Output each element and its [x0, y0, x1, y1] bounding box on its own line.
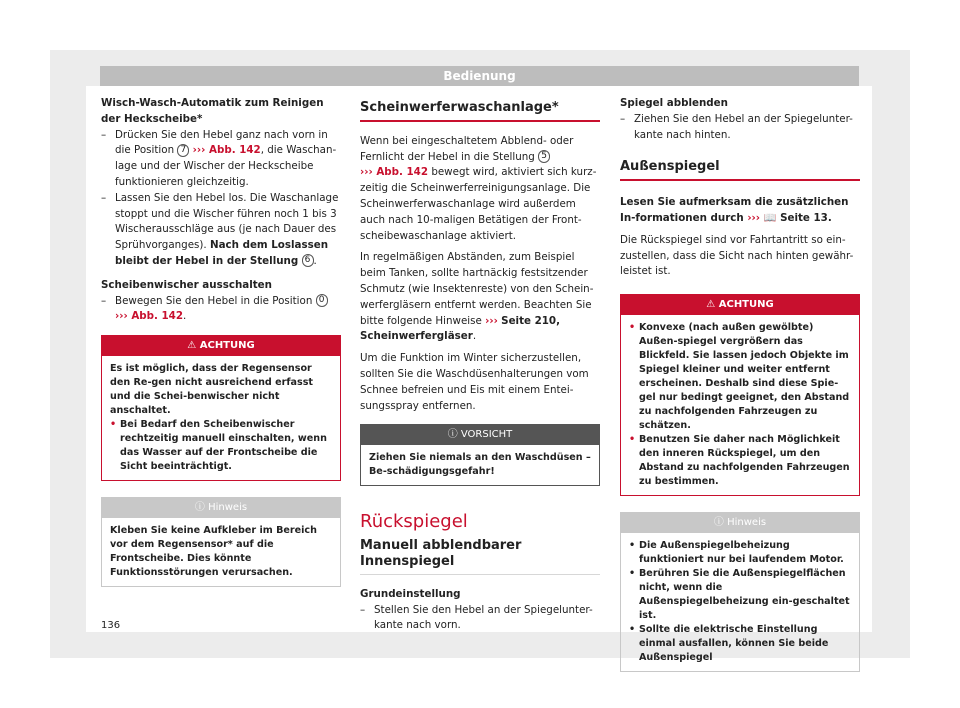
info-icon: ⓘ [194, 502, 205, 514]
list-item: – Lassen Sie den Hebel los. Die Waschanlage stoppt und die Wischer führen noch 1 bis 3 Wischerausschläge aus (je nach Dauer des Sprühvorganges). Nach dem Loslassen bleibt der Hebel in der Stellung 6 . [101, 191, 339, 267]
warning-box: ⚠ ACHTUNG Es ist möglich, dass der Regensensor den Re-gen nicht ausreichend erfasst und die Schei-benwischer nicht anschaltet. • Bei Bedarf den Scheibenwischer rechtzeitig manuell einschalten, wenn das Wasser auf der Frontscheibe die Sicht beeinträchtigt. [101, 335, 341, 481]
warning-icon: ⚠ [706, 299, 716, 311]
column-1 [101, 96, 341, 597]
section-header: Bedienung [100, 66, 859, 86]
book-icon: 📖 [763, 211, 777, 224]
page-number: 136 [101, 620, 121, 631]
heading-rear-wash: Wisch-Wasch-Automatik zum Reinigen der Heckscheibe* [101, 97, 324, 125]
figure-link[interactable]: ››› Abb. 142 [115, 310, 184, 323]
caution-box: ⓘ VORSICHT Ziehen Sie niemals an den Waschdüsen – Be-schädigungsgefahr! [360, 424, 600, 486]
page-link[interactable]: Seite 210, Scheinwerfergläser [360, 314, 560, 343]
heading-inner-mirror: Manuell abblendbarer Innenspiegel [360, 538, 600, 575]
heading-basic-setting: Grundeinstellung [360, 587, 461, 600]
column-2: Scheinwerferwaschanlage* Wenn bei eingeschaltetem Abblend- oder Fernlicht der Hebel in die Stellung 5 ››› Abb. 142 bewegt wird, aktiviert sich kurz-zeitig die Scheinwerferreinigungsanlage. Die Scheinwerferwaschanlage wird außerdem auch nach 10-maligen Betätigen der Front-scheibewaschanlage aktiviert. In regelmäßigen Abständen, zum Beispiel beim Tanken, sollte hartnäckig festsitzender Schmutz (wie Insektenreste) von den Schein-werfergläsern entfernt werden. Beachten Sie bitte folgende Hinweise ››› Seite 210, Scheinwerfergläser. Um die Funktion im Winter sicherzustellen, sollten Sie die Waschdüsenhalterungen vom Schnee befreien und Eis mit einem Entei-sungsspray entfernen. ⓘ VORSICHT Ziehen Sie niemals an den Waschdüsen – Be-schädigungsgefahr! Rückspiegel Manuell abblendbarer Innenspiegel Grundeinstellung – Stellen Sie den Hebel an der Spiegelunter-kante nach vorn. [360, 96, 600, 634]
heading-headlamp-wash: Scheinwerferwaschanlage* [360, 100, 600, 122]
figure-link[interactable]: ››› Abb. 142 [192, 144, 261, 157]
info-icon: ⓘ [713, 517, 724, 529]
warning-icon: ⚠ [187, 340, 197, 352]
note-box: ⓘ Hinweis • Die Außenspiegelbeheizung funktioniert nur bei laufendem Motor. • Berühren Sie die Außenspiegelflächen nicht, wenn die Außenspiegelbeheizung ein-geschaltet ist. • Sollte die elektrische Einstellung einmal ausfallen, können Sie beide Außenspiegel [620, 512, 860, 672]
caution-icon: ⓘ [447, 429, 458, 441]
warning-box: ⚠ ACHTUNG • Konvexe (nach außen gewölbte) Außen-spiegel vergrößern das Blickfeld. Sie lassen jedoch Objekte im Spiegel kleiner und weiter entfernt erscheinen. Deshalb sind diese Spie-gel nur bedingt geeignet, den Abstand zu nachfolgenden Fahrzeugen zu schätzen. • Benutzen Sie daher nach Möglichkeit den inneren Rückspiegel, um den Abstand zu nachfolgenden Fahrzeugen zu bestimmen. [620, 294, 860, 496]
list-item: – Bewegen Sie den Hebel in die Position 0 ››› Abb. 142. [101, 294, 341, 326]
heading-dim-mirror: Spiegel abblenden [620, 97, 728, 109]
heading-wiper-off: Scheibenwischer ausschalten [101, 278, 272, 291]
list-item: – Stellen Sie den Hebel an der Spiegelunter-kante nach vorn. [360, 603, 593, 632]
page-link[interactable]: Seite 13 [780, 211, 828, 224]
list-item: – Drücken Sie den Hebel ganz nach vorn in die Position 7 ››› Abb. 142, die Waschan-lage und der Wischer der Heckscheibe funktionieren gleichzeitig. [101, 128, 337, 188]
note-box: ⓘ Hinweis Kleben Sie keine Aufkleber im Bereich vor dem Regensensor* auf die Frontscheibe. Dies könnte Funktionsstörungen verursachen. [101, 497, 341, 587]
list-item: – Ziehen Sie den Hebel an der Spiegelunter-kante nach hinten. [620, 112, 853, 141]
figure-link[interactable]: ››› Abb. 142 [360, 166, 429, 179]
position-badge: 0 [316, 294, 328, 307]
position-badge: 6 [302, 254, 314, 267]
position-badge: 7 [177, 144, 189, 157]
column-3: Spiegel abblenden – Ziehen Sie den Hebel an der Spiegelunter-kante nach hinten. Außenspiegel Lesen Sie aufmerksam die zusätzlichen In-formationen durch ››› 📖 Seite 13. Die Rückspiegel sind vor Fahrtantritt so ein-zustellen, dass die Sicht nach hinten gewähr-leistet ist. ⚠ ACHTUNG • Konvexe (nach außen gewölbte) Außen-spiegel vergrößern das Blickfeld. Sie lassen jedoch Objekte im Spiegel kleiner und weiter entfernt erscheinen. Deshalb sind diese Spie-gel nur bedingt geeignet, den Abstand zu nachfolgenden Fahrzeugen zu schätzen. • Benutzen Sie daher nach Möglichkeit den inneren Rückspiegel, um den Abstand zu nachfolgenden Fahrzeugen zu bestimmen. ⓘ Hinweis • Die Außenspiegelbeheizung funktioniert nur bei laufendem Motor. • Berühren Sie die Außenspiegelflächen nicht, wenn die Außenspiegelbeheizung ein-geschaltet ist. • Sollte die elektrische Einstellung einmal ausfallen, können Sie beide Außenspiegel [620, 96, 860, 682]
heading-outside-mirror: Außenspiegel [620, 159, 860, 181]
position-badge: 5 [538, 150, 550, 163]
chapter-title: Rückspiegel [360, 511, 468, 533]
